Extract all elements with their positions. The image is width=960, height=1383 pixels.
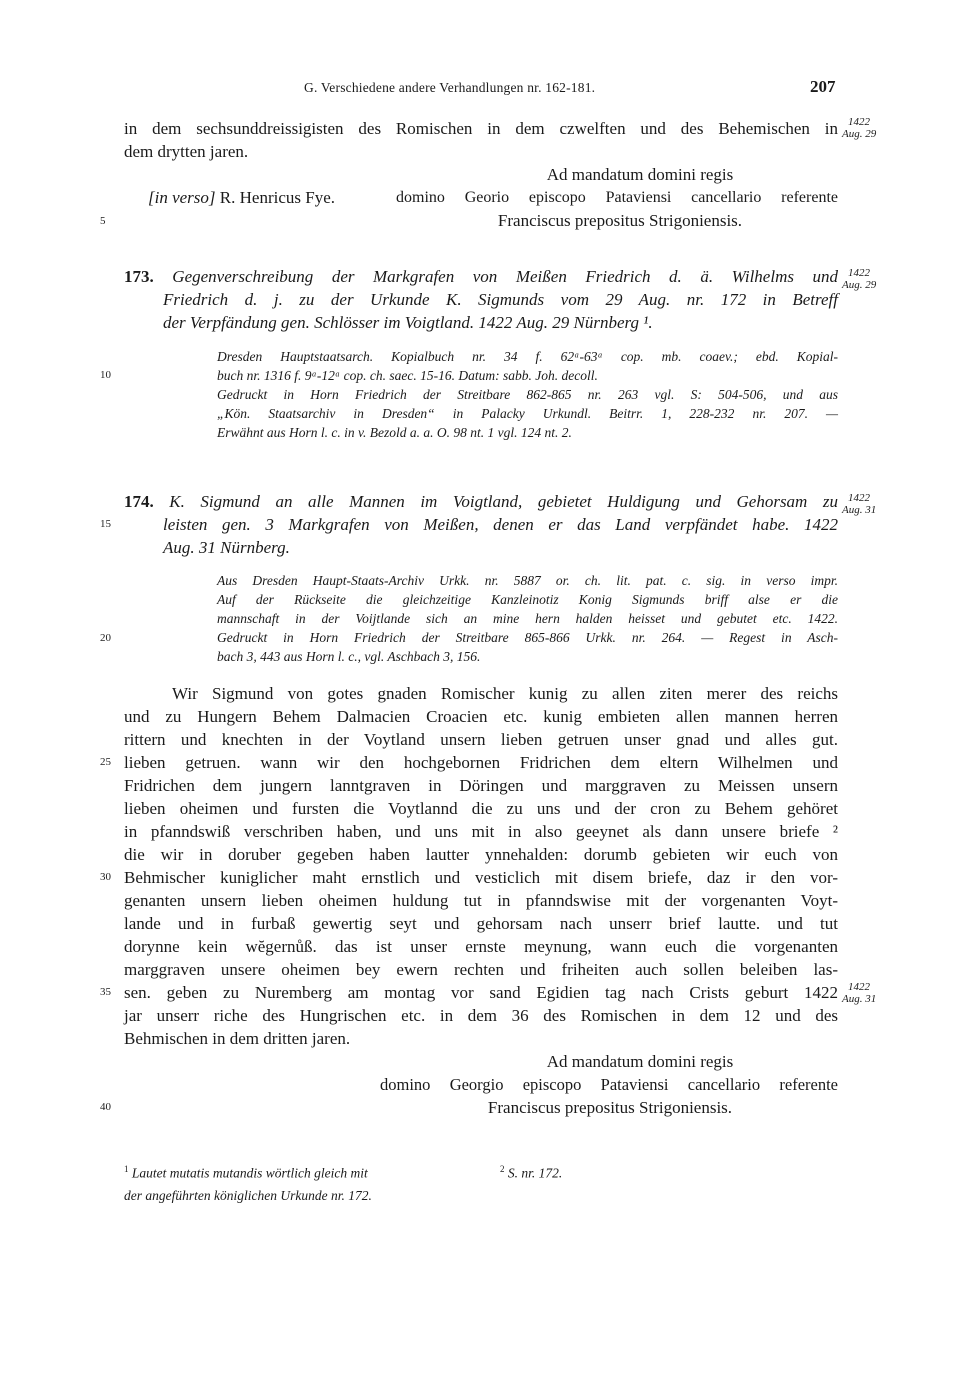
line-number: 10 [100,369,111,381]
body-line: Fridrichen dem jungern lanntgraven in Döringen und marggraven zu Meissen unsern [124,776,838,795]
source-line: bach 3, 443 aus Horn l. c., vgl. Aschbach 3, 156. [217,649,481,664]
source-line: Aus Dresden Haupt-Staats-Archiv Urkk. nr. 5887 or. ch. lit. pat. c. sig. in verso impr. [217,573,838,588]
doc-number: 173. [124,267,154,286]
body-line: in pfanndswiß verschriben haben, und uns mit in also geeynet als dann unsere briefe ² [124,822,838,841]
source-line: Auf der Rückseite die gleichzeitige Kanzleinotiz Konig Sigmunds briff alse er die [217,592,838,607]
header-title: G. Verschiedene andere Verhandlungen nr. 162-181. [304,80,596,95]
doc-title-line: 174. K. Sigmund an alle Mannen im Voigtland, gebietet Huldigung und Gehorsam zu [124,492,838,511]
footnote-1: $^1$ Lautet mutatis mutandis wörtlich gleich mit der angeführten königlichen Urkunde nr. 172. [124,1164,372,1203]
body-line: rittern und knechten in der Voytland unsern lieben getruen unser gnad und alles gut. [124,730,838,749]
doc-title-line: Friedrich d. j. zu der Urkunde K. Sigmunds vom 29 Aug. nr. 172 in Betreff [163,290,838,309]
mandate-line: Ad mandatum domini regis [546,165,734,184]
provost-line: Franciscus prepositus Strigoniensis. [497,211,743,230]
body-line: lieben getruen. wann wir den hochgebornen Fridrichen dem eltern Wilhelmen und [124,753,838,772]
mandate-line: Ad mandatum domini regis [546,1052,734,1071]
referent-line: domino Georio episcopo Pataviensi cancellario referente [396,189,838,206]
doc-title-line: Aug. 31 Nürnberg. [163,538,290,557]
source-line: „Kön. Staatsarchiv in Dresden“ in Palacky Urkundl. Beitrr. 1, 228-232 nr. 207. — [217,406,838,421]
body-line: lande und in furbaß gewertig seyt und gehorsam nach unserr brief lautte. und tut [124,914,838,933]
body-line: dorynne kein wĕgernůß. das ist unser ernste meynung, wann euch die vorgenanten [124,937,838,956]
margin-date: 1422 Aug. 31 [842,981,877,1005]
doc-number: 174. [124,492,154,511]
margin-date: 1422 Aug. 31 [842,492,877,516]
body-line: genanten unsern lieben oheimen huldung tut in pfanndswise mit der vorgenanten Voyt- [124,891,838,910]
text-line: in dem sechsunddreissigisten des Romischen in dem czwelften und des Behemischen in [124,119,838,138]
body-line: die wir in doruber gegeben haben lautter ynnehalden: dorumb gebieten wir euch von [124,845,838,864]
line-number: 5 [100,215,106,227]
source-line: Dresden Hauptstaatsarch. Kopialbuch nr. 34 f. 62ᵃ-63ᵃ cop. mb. coaev.; ebd. Kopial- [217,349,838,364]
source-line: Gedruckt in Horn Friedrich der Streitbare 865-866 Urkk. nr. 264. — Regest in Asch- [217,630,838,645]
line-number: 15 [100,518,111,530]
line-number: 30 [100,871,111,883]
line-number: 35 [100,986,111,998]
line-number: 20 [100,632,111,644]
line-number: 25 [100,756,111,768]
doc-title-line: der Verpfändung gen. Schlösser im Voigtland. 1422 Aug. 29 Nürnberg ¹. [163,313,653,332]
doc-title-line: 173. Gegenverschreibung der Markgrafen von Meißen Friedrich d. ä. Wilhelms und [124,267,838,286]
body-line: Wir Sigmund von gotes gnaden Romischer kunig zu allen ziten merer des reichs [172,684,838,703]
footnote-2: $^2$ S. nr. 172. [500,1164,563,1181]
doc-title-line: leisten gen. 3 Markgrafen von Meißen, denen er das Land verpfändet habe. 1422 [163,515,838,534]
source-line: Gedruckt in Horn Friedrich der Streitbare 862-865 nr. 263 vgl. S: 504-506, und aus [217,387,838,402]
body-line: marggraven unsere oheimen bey ewern rechten und friheiten auch sollen beleiben las- [124,960,838,979]
body-line: jar unserr riche des Hungrischen etc. in dem 36 des Romischen in dem 12 und des [124,1006,838,1025]
source-line: buch nr. 1316 f. 9ᵃ-12ᵃ cop. ch. saec. 15-16. Datum: sabb. Joh. decoll. [217,368,598,383]
source-line: Erwähnt aus Horn l. c. in v. Bezold a. a. O. 98 nt. 1 vgl. 124 nt. 2. [217,425,572,440]
provost-line: Franciscus prepositus Strigoniensis. [487,1098,733,1117]
margin-date: 1422 Aug. 29 [842,267,877,291]
text-line: dem drytten jaren. [124,142,249,161]
line-number: 40 [100,1101,111,1113]
body-line: sen. geben zu Nuremberg am montag vor sand Egidien tag nach Crists geburt 1422 [124,983,838,1002]
source-line: mannschaft in der Voijtlande sich an mine hern halden heisset und gebutet etc. 1422. [217,611,838,626]
body-line: und zu Hungern Behem Dalmacien Croacien etc. kunig embieten allen mannen herren [124,707,838,726]
body-line: lieben oheimen und fursten die Voytlannd die zu uns und der cron zu Behem gehöret [124,799,838,818]
body-line: Behmischer kuniglicher maht ernstlich und vesticlich mit disem briefe, daz ir den vor- [124,868,838,887]
body-line: Behmischen in dem dritten jaren. [124,1029,351,1048]
verso-note: [in verso] R. Henricus Fye. [148,188,335,207]
page-number: 207 [810,77,836,96]
referent-line: domino Georgio episcopo Pataviensi cancellario referente [380,1075,838,1094]
margin-date: 1422 Aug. 29 [842,116,877,140]
